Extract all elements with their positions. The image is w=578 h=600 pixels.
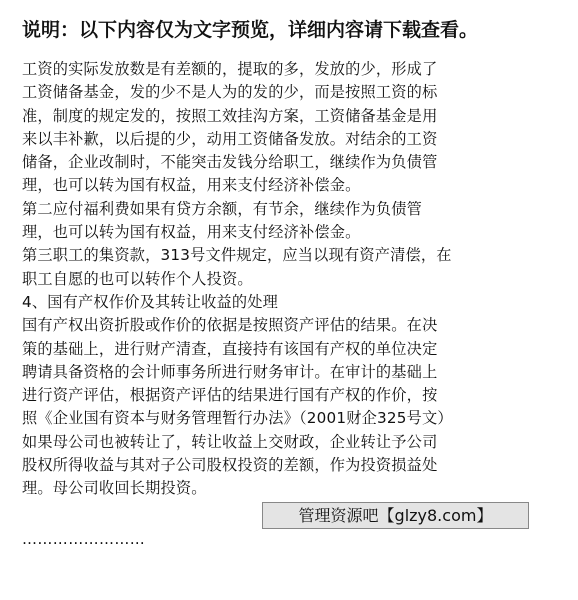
- document-body: [22, 58, 556, 501]
- body-line: 储备，企业改制时，不能突击发钱分给职工，继续作为负债管: [22, 153, 438, 172]
- body-line: 国有产权出资折股或作价的依据是按照资产评估的结果。在决: [22, 316, 438, 335]
- body-line: 第二应付福利费如果有贷方余额，有节余，继续作为负债管: [22, 199, 423, 218]
- site-watermark-badge: 管理资源吧【glzy8.com】: [262, 502, 529, 529]
- body-line: 第三职工的集资款，313号文件规定，应当以现有资产清偿，在: [22, 246, 452, 265]
- body-line: 来以丰补歉，以后提的少，动用工资储备发放。对结余的工资: [22, 129, 438, 148]
- body-line: 进行资产评估，根据资产评估的结果进行国有产权的作价，按: [22, 386, 438, 405]
- preview-notice-heading: 说明：以下内容仅为文字预览，详细内容请下载查看。: [22, 19, 479, 41]
- body-line: 理。母公司收回长期投资。: [22, 479, 207, 498]
- body-line: 聘请具备资格的会计师事务所进行财务审计。在审计的基础上: [22, 362, 438, 381]
- body-line: 策的基础上，进行财产清查，直接持有该国有产权的单位决定: [22, 339, 438, 358]
- body-line: 准，制度的规定发的，按照工效挂沟方案，工资储备基金是用: [22, 106, 438, 125]
- body-line: 理，也可以转为国有权益，用来支付经济补偿金。: [22, 176, 361, 195]
- body-line: 股权所得收益与其对子公司股权投资的差额，作为投资损益处: [22, 456, 438, 475]
- body-line: 照《企业国有资本与财务管理暂行办法》（2001财企325号文）: [22, 409, 453, 428]
- body-line: 理，也可以转为国有权益，用来支付经济补偿金。: [22, 223, 361, 242]
- body-line: 工资的实际发放数是有差额的，提取的多，发放的少，形成了: [22, 60, 438, 78]
- body-line: 职工自愿的也可以转作个人投资。: [22, 269, 253, 288]
- section-heading: 4、国有产权作价及其转让收益的处理: [22, 292, 279, 311]
- body-line: 工资储备基金，发的少不是人为的发的少，而是按照工资的标: [22, 83, 438, 102]
- body-line: 如果母公司也被转让了，转让收益上交财政，企业转让予公司: [22, 432, 438, 451]
- ellipsis-divider: ……………………: [22, 530, 146, 548]
